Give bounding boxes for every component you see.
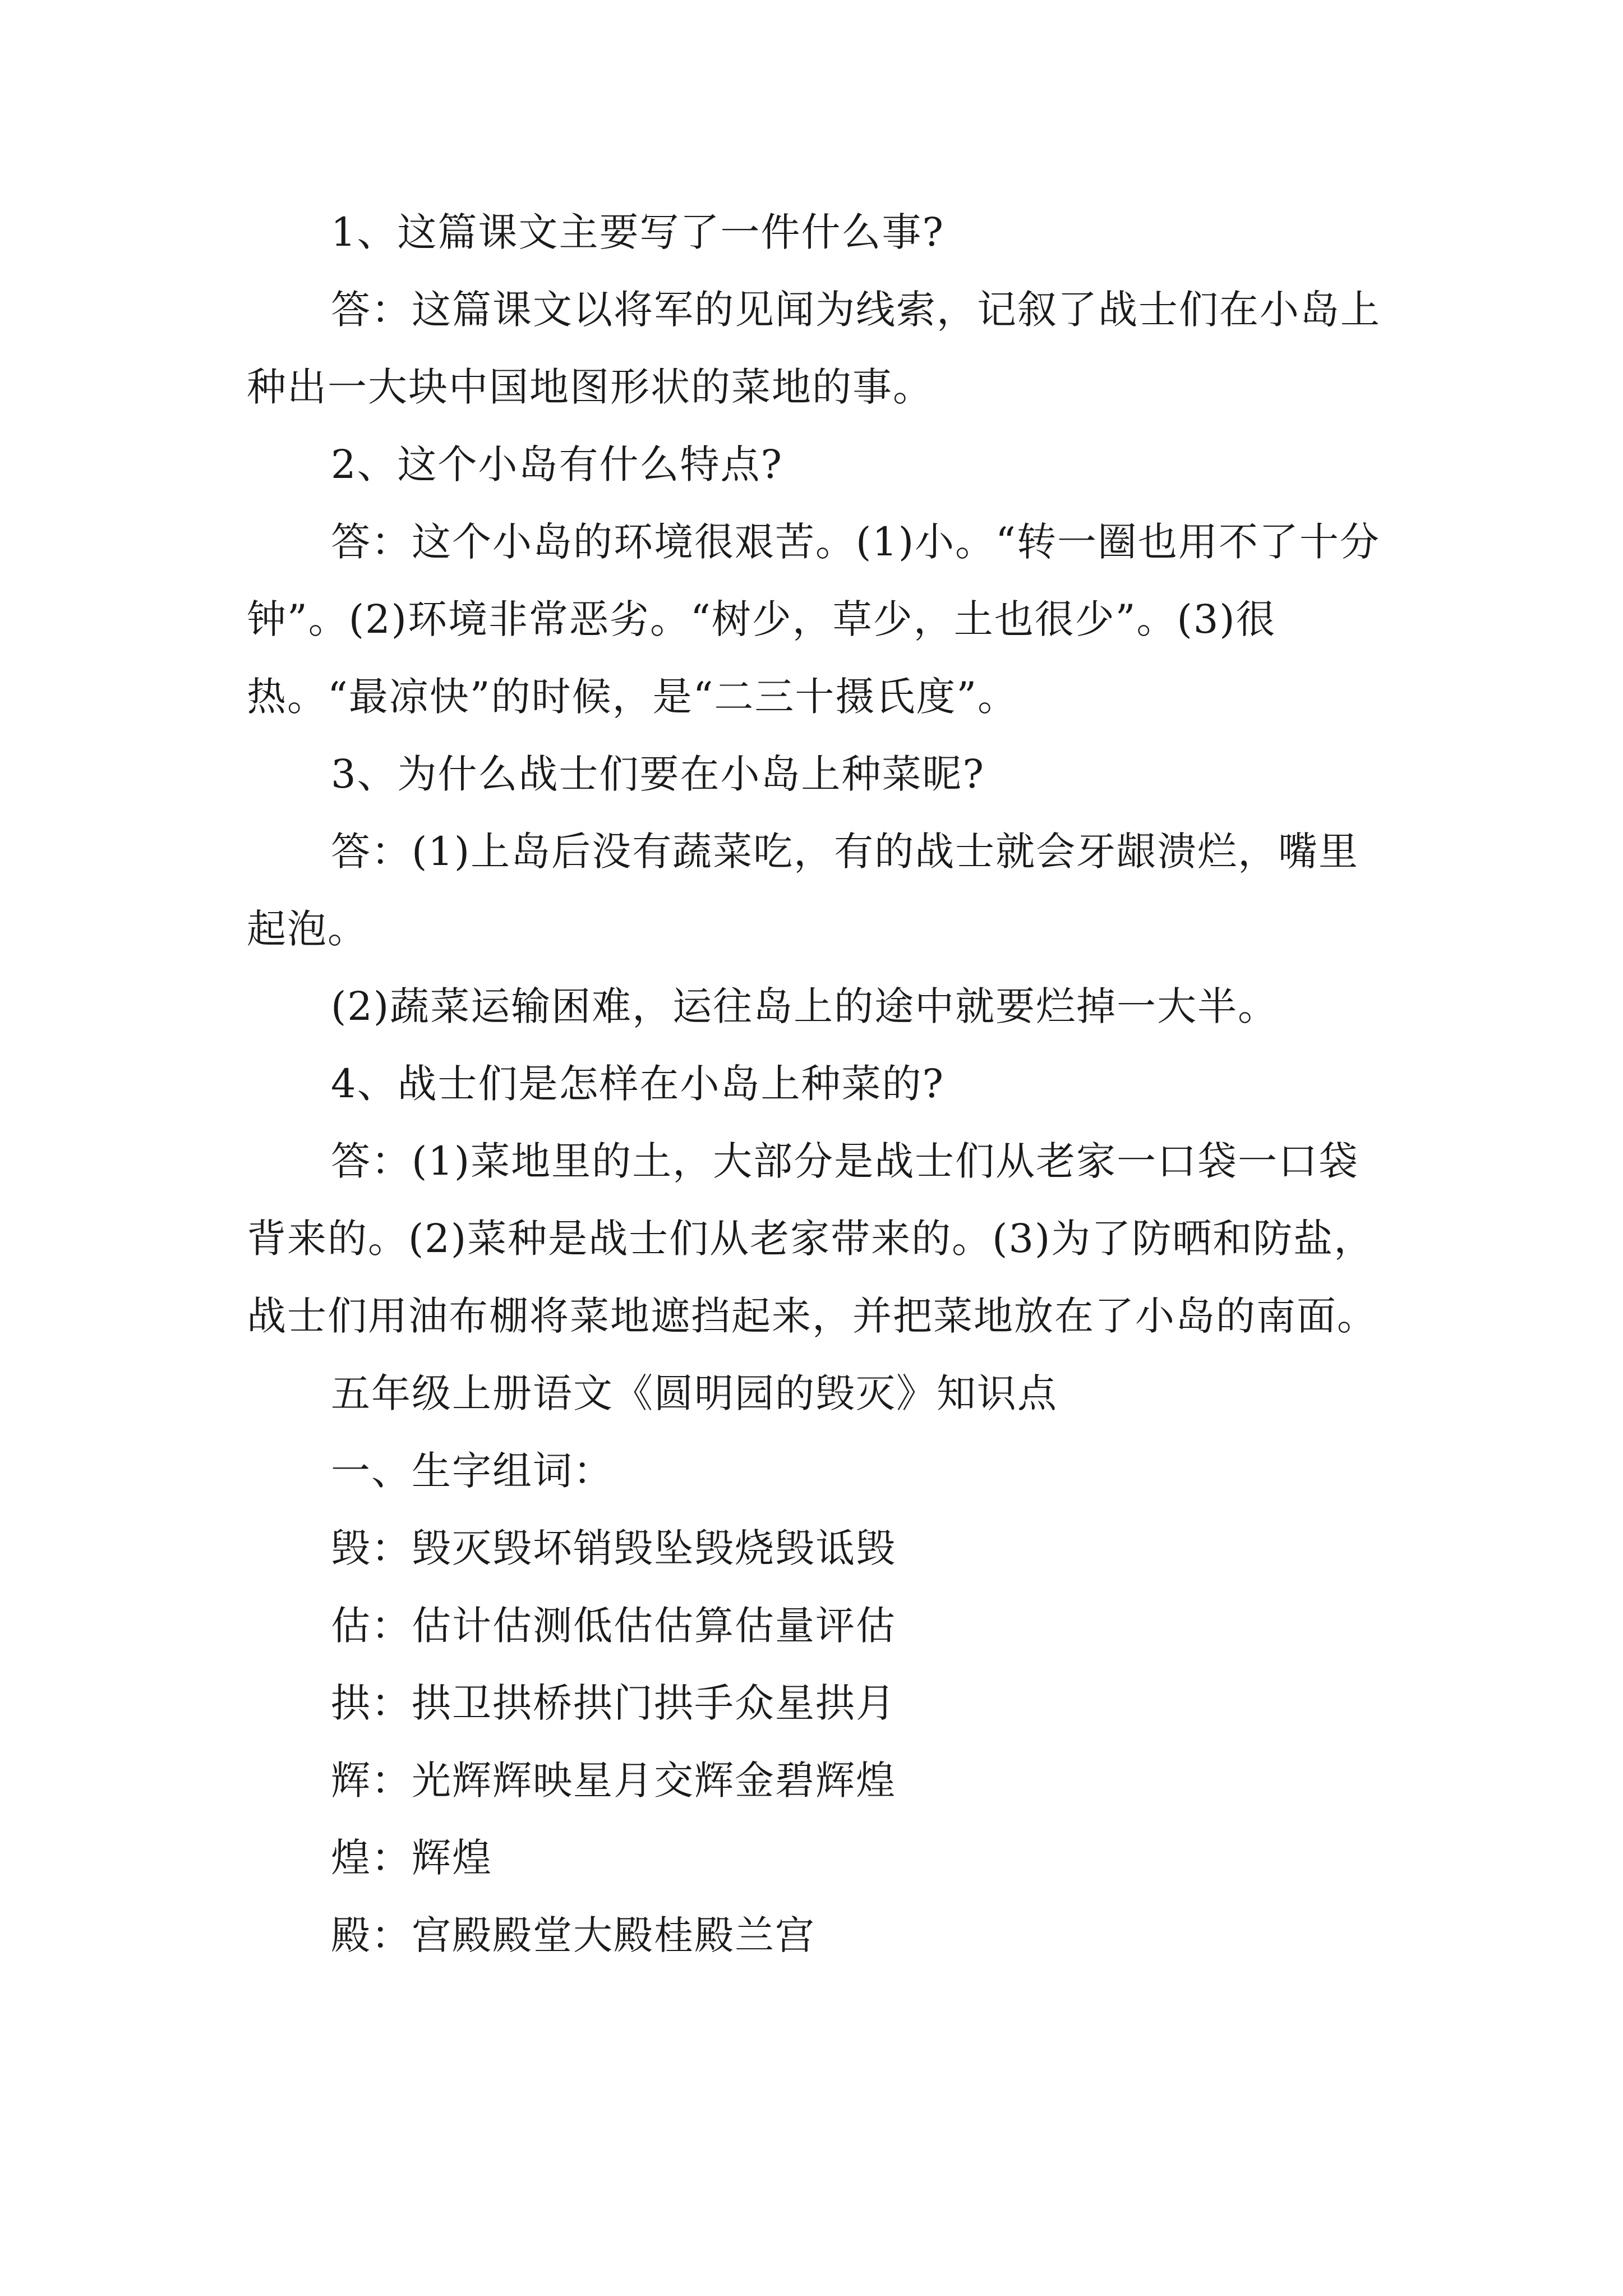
answer-3-part-2: (2)蔬菜运输困难，运往岛上的途中就要烂掉一大半。 bbox=[331, 983, 1279, 1029]
answer-4: 答：(1)菜地里的土，大部分是战士们从老家一口袋一口袋背来的。(2)菜种是战士们从老家带来的。(3)为了防晒和防盐，战士们用油布棚将菜地遮挡起来，并把菜地放在了小岛的南面。 bbox=[247, 1138, 1377, 1339]
word-list-item: 毁：毁灭毁坏销毁坠毁烧毁诋毁 bbox=[331, 1525, 896, 1571]
answer-1: 答：这篇课文以将军的见闻为线索，记叙了战士们在小岛上种出一大块中国地图形状的菜地的事。 bbox=[247, 287, 1381, 410]
answer-3-part-1: 答：(1)上岛后没有蔬菜吃，有的战士就会牙龈溃烂，嘴里起泡。 bbox=[247, 829, 1359, 952]
question-2: 2、这个小岛有什么特点? bbox=[331, 441, 783, 487]
document-body bbox=[247, 194, 1385, 1974]
question-1: 1、这篇课文主要写了一件什么事? bbox=[331, 209, 945, 255]
word-list-item: 估：估计估测低估估算估量评估 bbox=[331, 1603, 896, 1649]
word-list-item: 殿：宫殿殿堂大殿桂殿兰宫 bbox=[331, 1912, 815, 1958]
word-list-item: 拱：拱卫拱桥拱门拱手众星拱月 bbox=[331, 1680, 896, 1726]
subsection-heading: 一、生字组词： bbox=[331, 1448, 614, 1494]
question-4: 4、战士们是怎样在小岛上种菜的? bbox=[331, 1061, 945, 1107]
question-3: 3、为什么战士们要在小岛上种菜昵? bbox=[331, 751, 985, 797]
section-title: 五年级上册语文《圆明园的毁灭》知识点 bbox=[331, 1370, 1058, 1416]
word-list-item: 煌：辉煌 bbox=[331, 1835, 492, 1881]
word-list-item: 辉：光辉辉映星月交辉金碧辉煌 bbox=[331, 1757, 896, 1803]
answer-2: 答：这个小岛的环境很艰苦。(1)小。“转一圈也用不了十分钟”。(2)环境非常恶劣。“树少，草少，土也很少”。(3)很热。“最凉快”的时候，是“二三十摄氏度”。 bbox=[247, 519, 1380, 720]
